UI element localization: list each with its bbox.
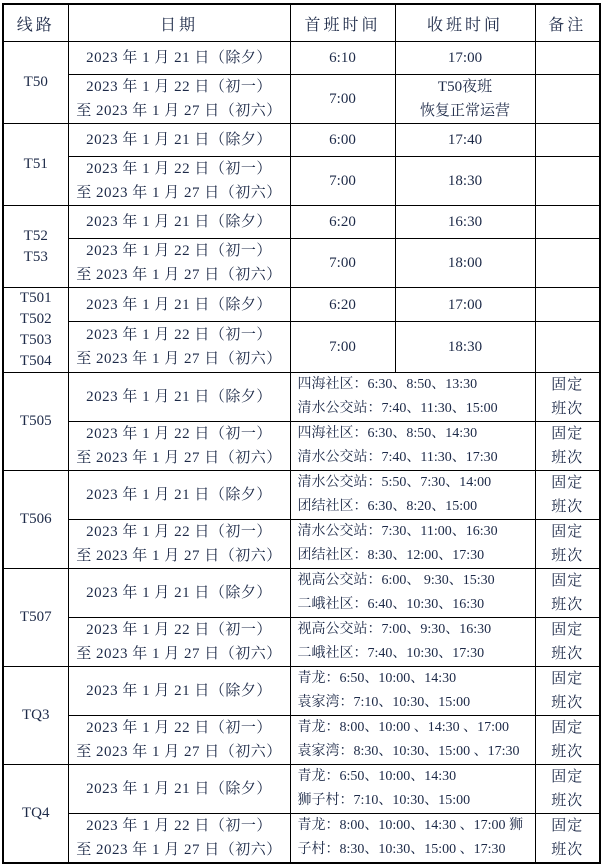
date-cell	[68, 765, 290, 814]
table-row	[3, 520, 600, 569]
cell-line: 18:00	[447, 255, 483, 271]
note-cell	[535, 124, 600, 157]
cell-line: 至 2023 年 1 月 27 日（初六）	[76, 646, 282, 662]
cell-line: 2023 年 1 月 21 日（除夕）	[86, 389, 272, 405]
table-row	[3, 322, 600, 373]
cell-line: 视高公交站：6:00、 9:30、15:30	[297, 573, 495, 588]
route-cell	[3, 667, 68, 765]
cell-line: 班次	[551, 842, 584, 858]
date-cell	[68, 322, 290, 373]
header-date: 日期	[68, 4, 290, 42]
header-note: 备注	[535, 4, 600, 42]
cell-line: 班次	[551, 548, 584, 564]
cell-line: 青龙：8:00、10:00、14:30 、17:00 狮	[297, 818, 524, 833]
schedule-cell	[290, 520, 535, 569]
cell-line: 固定	[551, 475, 584, 491]
table-row	[3, 42, 600, 75]
header-route: 线路	[3, 4, 68, 42]
table-row	[3, 373, 600, 422]
table-row	[3, 765, 600, 814]
cell-line: T505	[19, 413, 52, 429]
date-cell	[68, 75, 290, 124]
route-cell	[3, 373, 68, 471]
cell-line: 固定	[551, 377, 584, 393]
table-row	[3, 288, 600, 322]
table-row	[3, 422, 600, 471]
cell-line: 狮子村：7:10、10:30、15:00	[297, 793, 471, 808]
date-cell	[68, 716, 290, 765]
cell-line: 7:00	[329, 255, 356, 271]
bus-schedule-table	[2, 3, 601, 864]
cell-line: 2023 年 1 月 22 日（初一）	[86, 327, 272, 344]
cell-line: 青龙：8:00、10:00 、14:30 、17:00	[297, 720, 510, 735]
cell-line: 青龙：6:50、10:00、14:30	[297, 671, 457, 686]
cell-line: T504	[19, 353, 52, 369]
first-time-cell	[290, 322, 395, 373]
date-cell	[68, 520, 290, 569]
cell-line: 固定	[551, 671, 584, 687]
note-cell	[535, 322, 600, 373]
cell-line: 班次	[551, 646, 584, 662]
cell-line: 2023 年 1 月 22 日（初一）	[86, 818, 272, 834]
cell-line: 2023 年 1 月 21 日（除夕）	[86, 296, 272, 313]
cell-line: 至 2023 年 1 月 27 日（初六）	[76, 103, 282, 119]
date-cell	[68, 814, 290, 864]
cell-line: 2023 年 1 月 21 日（除夕）	[86, 214, 272, 230]
note-cell	[535, 667, 600, 716]
cell-line: 6:20	[329, 296, 356, 313]
first-time-cell	[290, 206, 395, 239]
cell-line: 班次	[551, 499, 584, 515]
cell-line: 至 2023 年 1 月 27 日（初六）	[76, 744, 282, 760]
cell-line: 固定	[551, 622, 584, 638]
cell-line: 2023 年 1 月 21 日（除夕）	[86, 781, 272, 797]
table-row	[3, 569, 600, 618]
last-time-cell	[395, 42, 535, 75]
schedule-cell	[290, 422, 535, 471]
route-cell	[3, 569, 68, 667]
cell-line: T50夜班	[437, 79, 493, 95]
table-row	[3, 618, 600, 667]
cell-line: 17:00	[447, 50, 483, 66]
cell-line: 班次	[551, 597, 584, 613]
cell-line: T51	[23, 156, 48, 172]
schedule-cell	[290, 569, 535, 618]
note-cell	[535, 471, 600, 520]
cell-line: 固定	[551, 426, 584, 442]
cell-line: 2023 年 1 月 21 日（除夕）	[86, 50, 272, 66]
cell-line: 2023 年 1 月 22 日（初一）	[86, 720, 272, 736]
cell-line: 四海社区：6:30、8:50、13:30	[297, 377, 478, 392]
note-cell	[535, 814, 600, 864]
note-cell	[535, 206, 600, 239]
cell-line: 袁家湾：7:10、10:30、15:00	[297, 695, 471, 710]
cell-line: 2023 年 1 月 21 日（除夕）	[86, 132, 272, 148]
cell-line: 四海社区：6:30、8:50、14:30	[297, 426, 478, 441]
cell-line: T506	[19, 511, 52, 527]
cell-line: 清水公交站：5:50、7:30、14:00	[297, 475, 492, 490]
note-cell	[535, 373, 600, 422]
cell-line: 至 2023 年 1 月 27 日（初六）	[76, 351, 282, 368]
cell-line: 16:30	[447, 214, 483, 230]
cell-line: 6:00	[329, 132, 356, 148]
cell-line: T53	[23, 248, 48, 265]
note-cell	[535, 157, 600, 206]
cell-line: 7:00	[329, 173, 356, 189]
first-time-cell	[290, 124, 395, 157]
note-cell	[535, 765, 600, 814]
cell-line: 清水公交站：7:40、11:30、15:00	[297, 401, 498, 416]
cell-line: 2023 年 1 月 21 日（除夕）	[86, 585, 272, 601]
cell-line: TQ3	[22, 707, 50, 723]
last-time-cell	[395, 288, 535, 322]
table-row	[3, 814, 600, 864]
table-row	[3, 239, 600, 288]
cell-line: T501	[19, 290, 52, 306]
cell-line: 至 2023 年 1 月 27 日（初六）	[76, 450, 282, 466]
cell-line: 2023 年 1 月 21 日（除夕）	[86, 683, 272, 699]
schedule-cell	[290, 373, 535, 422]
cell-line: T50	[23, 74, 48, 90]
last-time-cell	[395, 75, 535, 124]
cell-line: 班次	[551, 401, 584, 417]
schedule-cell	[290, 667, 535, 716]
table-row	[3, 75, 600, 124]
route-cell	[3, 471, 68, 569]
date-cell	[68, 618, 290, 667]
last-time-cell	[395, 239, 535, 288]
schedule-cell	[290, 618, 535, 667]
cell-line: 18:30	[447, 339, 483, 356]
date-cell	[68, 471, 290, 520]
cell-line: 班次	[551, 450, 584, 466]
schedule-cell	[290, 716, 535, 765]
cell-line: 班次	[551, 744, 584, 760]
cell-line: T502	[19, 311, 52, 327]
cell-line: 7:00	[329, 91, 356, 107]
note-cell	[535, 42, 600, 75]
cell-line: 二峨社区：6:40、10:30、16:30	[297, 597, 485, 612]
first-time-cell	[290, 42, 395, 75]
route-cell	[3, 42, 68, 124]
cell-line: 袁家湾：8:30、10:30、15:00 、17:30	[297, 744, 520, 759]
date-cell	[68, 422, 290, 471]
cell-line: 2023 年 1 月 22 日（初一）	[86, 524, 272, 540]
cell-line: 2023 年 1 月 22 日（初一）	[86, 243, 272, 259]
route-cell	[3, 124, 68, 206]
cell-line: 2023 年 1 月 22 日（初一）	[86, 79, 272, 95]
cell-line: T52	[23, 227, 48, 244]
cell-line: 6:10	[329, 50, 356, 66]
cell-line: 18:30	[447, 173, 483, 189]
note-cell	[535, 569, 600, 618]
cell-line: 2023 年 1 月 22 日（初一）	[86, 426, 272, 442]
cell-line: 清水公交站：7:30、11:00、16:30	[297, 524, 498, 539]
cell-line: 恢复正常运营	[419, 103, 510, 119]
cell-line: T503	[19, 332, 52, 348]
last-time-cell	[395, 322, 535, 373]
date-cell	[68, 239, 290, 288]
table-row	[3, 667, 600, 716]
cell-line: 清水公交站：7:40、11:30、17:30	[297, 450, 498, 465]
schedule-cell	[290, 814, 535, 864]
first-time-cell	[290, 75, 395, 124]
table-row	[3, 206, 600, 239]
route-cell	[3, 765, 68, 864]
schedule-cell	[290, 471, 535, 520]
date-cell	[68, 667, 290, 716]
last-time-cell	[395, 157, 535, 206]
date-cell	[68, 569, 290, 618]
cell-line: 固定	[551, 769, 584, 785]
note-cell	[535, 520, 600, 569]
first-time-cell	[290, 239, 395, 288]
table-row	[3, 157, 600, 206]
cell-line: 团结社区：8:30、12:00、17:30	[297, 548, 485, 563]
date-cell	[68, 373, 290, 422]
cell-line: 至 2023 年 1 月 27 日（初六）	[76, 185, 282, 201]
date-cell	[68, 124, 290, 157]
header-first-time: 首班时间	[290, 4, 395, 42]
cell-line: 7:00	[329, 339, 356, 356]
cell-line: 固定	[551, 524, 584, 540]
cell-line: 至 2023 年 1 月 27 日（初六）	[76, 548, 282, 564]
date-cell	[68, 157, 290, 206]
cell-line: 17:40	[447, 132, 483, 148]
date-cell	[68, 206, 290, 239]
first-time-cell	[290, 157, 395, 206]
table-row	[3, 716, 600, 765]
cell-line: 班次	[551, 695, 584, 711]
cell-line: TQ4	[22, 805, 50, 821]
cell-line: 固定	[551, 720, 584, 736]
table-row	[3, 471, 600, 520]
cell-line: 2023 年 1 月 21 日（除夕）	[86, 487, 272, 503]
cell-line: 青龙：6:50、10:00、14:30	[297, 769, 457, 784]
cell-line: 固定	[551, 818, 584, 834]
first-time-cell	[290, 288, 395, 322]
note-cell	[535, 716, 600, 765]
note-cell	[535, 422, 600, 471]
table-row	[3, 124, 600, 157]
cell-line: 固定	[551, 573, 584, 589]
cell-line: 2023 年 1 月 22 日（初一）	[86, 622, 272, 638]
cell-line: T507	[19, 609, 52, 625]
cell-line: 至 2023 年 1 月 27 日（初六）	[76, 267, 282, 283]
cell-line: 17:00	[447, 296, 483, 313]
cell-line: 二峨社区：7:40、10:30、17:30	[297, 646, 485, 661]
header-last-time: 收班时间	[395, 4, 535, 42]
cell-line: 至 2023 年 1 月 27 日（初六）	[76, 842, 282, 858]
route-cell	[3, 288, 68, 373]
last-time-cell	[395, 124, 535, 157]
note-cell	[535, 239, 600, 288]
note-cell	[535, 618, 600, 667]
cell-line: 班次	[551, 793, 584, 809]
cell-line: 子村：8:30、10:30、15:00 、17:30	[297, 842, 506, 857]
note-cell	[535, 288, 600, 322]
cell-line: 团结社区：6:30、8:20、15:00	[297, 499, 478, 514]
schedule-cell	[290, 765, 535, 814]
note-cell	[535, 75, 600, 124]
cell-line: 2023 年 1 月 22 日（初一）	[86, 161, 272, 177]
date-cell	[68, 288, 290, 322]
cell-line: 6:20	[329, 214, 356, 230]
cell-line: 视高公交站：7:00、9:30、16:30	[297, 622, 492, 637]
date-cell	[68, 42, 290, 75]
route-cell	[3, 206, 68, 288]
header-row	[3, 4, 600, 42]
last-time-cell	[395, 206, 535, 239]
